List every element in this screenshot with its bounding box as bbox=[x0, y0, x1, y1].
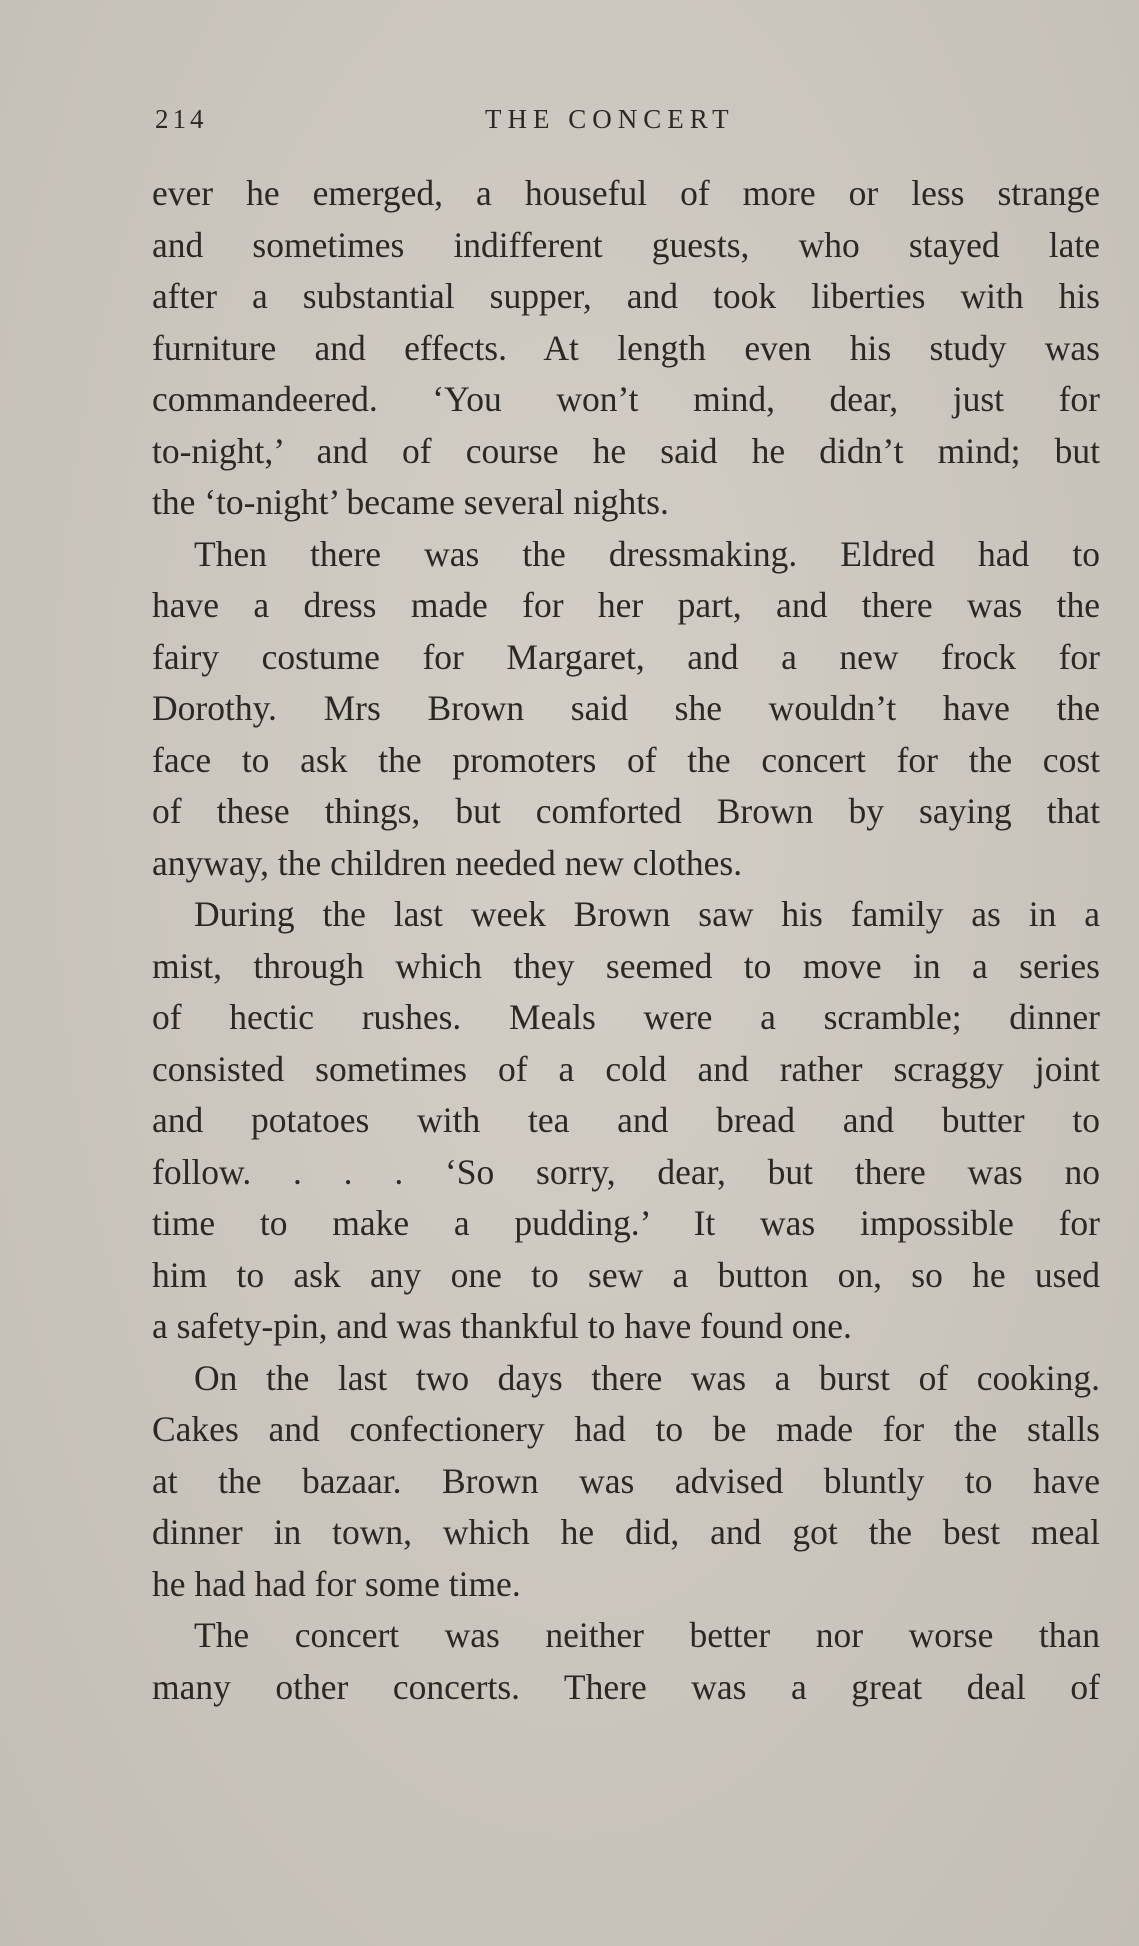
text-line: and potatoes with tea and bread and butter to bbox=[152, 1100, 1100, 1140]
text-line: dinner in town, which he did, and got the best meal bbox=[152, 1512, 1100, 1552]
text-line: of hectic rushes. Meals were a scramble; dinner bbox=[152, 997, 1100, 1037]
text-line: commandeered. ‘You won’t mind, dear, just for bbox=[152, 379, 1100, 419]
text-line: anyway, the children needed new clothes. bbox=[152, 842, 743, 883]
page-number: 214 bbox=[155, 104, 208, 134]
paragraph bbox=[152, 1610, 1100, 1713]
text-line: follow. . . . ‘So sorry, dear, but there was no bbox=[152, 1151, 1100, 1192]
text-line: Dorothy. Mrs Brown said she wouldn’t have the bbox=[152, 688, 1100, 728]
text-line: fairy costume for Margaret, and a new frock for bbox=[152, 636, 1100, 677]
text-line: ever he emerged, a houseful of more or less strange bbox=[152, 173, 1100, 213]
text-line: and sometimes indifferent guests, who stayed late bbox=[152, 224, 1100, 265]
text-line: at the bazaar. Brown was advised bluntly to have bbox=[152, 1460, 1100, 1501]
body-text bbox=[152, 168, 1100, 1713]
text-line: furniture and effects. At length even his study was bbox=[152, 327, 1100, 368]
text-line: Then there was the dressmaking. Eldred had to bbox=[194, 533, 1100, 574]
text-line: face to ask the promoters of the concert for the cost bbox=[152, 739, 1100, 780]
text-line: The concert was neither better nor worse than bbox=[194, 1615, 1100, 1655]
text-line: On the last two days there was a burst of cooking. bbox=[194, 1357, 1100, 1398]
text-line: he had had for some time. bbox=[152, 1563, 521, 1604]
paragraph bbox=[152, 1353, 1100, 1611]
text-line: of these things, but comforted Brown by saying that bbox=[152, 791, 1100, 831]
text-line: time to make a pudding.’ It was impossible for bbox=[152, 1203, 1100, 1243]
paragraph bbox=[152, 889, 1100, 1353]
text-line: a safety-pin, and was thankful to have found one. bbox=[152, 1306, 852, 1346]
text-line: the ‘to-night’ became several nights. bbox=[152, 482, 669, 522]
text-line: after a substantial supper, and took liberties with his bbox=[152, 276, 1100, 316]
text-line: him to ask any one to sew a button on, so he used bbox=[152, 1254, 1100, 1295]
text-line: During the last week Brown saw his family as in a bbox=[194, 894, 1100, 934]
text-line: many other concerts. There was a great deal of bbox=[152, 1666, 1100, 1707]
running-head bbox=[155, 104, 1100, 144]
paragraph bbox=[152, 168, 1100, 529]
text-line: consisted sometimes of a cold and rather scraggy joint bbox=[152, 1048, 1100, 1089]
text-line: to-night,’ and of course he said he didn’t mind; but bbox=[152, 430, 1100, 471]
text-line: mist, through which they seemed to move in a series bbox=[152, 945, 1100, 986]
paragraph bbox=[152, 529, 1100, 890]
text-line: have a dress made for her part, and there was the bbox=[152, 585, 1100, 625]
chapter-title: THE CONCERT bbox=[485, 104, 735, 134]
text-line: Cakes and confectionery had to be made for the stalls bbox=[152, 1409, 1100, 1449]
